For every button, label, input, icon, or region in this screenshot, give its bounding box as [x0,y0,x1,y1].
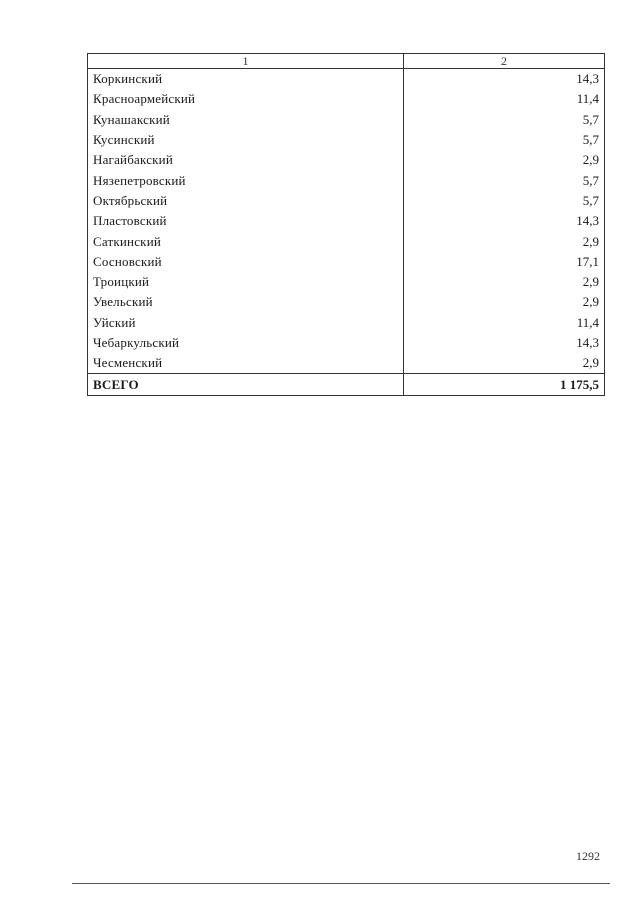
district-value: 2,9 [404,353,605,374]
district-name: Нязепетровский [88,170,404,190]
column-header-2: 2 [404,54,605,69]
district-value: 11,4 [404,89,605,109]
district-name: Уйский [88,313,404,333]
district-value: 2,9 [404,272,605,292]
district-name: Красноармейский [88,89,404,109]
district-value: 14,3 [404,69,605,90]
table-row [88,110,605,130]
table-row [88,150,605,170]
district-name: Саткинский [88,231,404,251]
table-header-row [88,54,605,69]
district-name: Коркинский [88,69,404,90]
table-row [88,313,605,333]
table-row [88,292,605,312]
district-value: 2,9 [404,292,605,312]
table-row [88,191,605,211]
total-value: 1 175,5 [404,374,605,395]
district-value: 5,7 [404,130,605,150]
district-value: 14,3 [404,333,605,353]
table-row [88,69,605,90]
district-name: Октябрьский [88,191,404,211]
page-number: 1292 [576,849,600,863]
district-value: 2,9 [404,231,605,251]
table-row [88,211,605,231]
district-name: Увельский [88,292,404,312]
district-name: Чесменский [88,353,404,374]
district-value: 17,1 [404,252,605,272]
table-row [88,130,605,150]
table-row [88,272,605,292]
district-value: 5,7 [404,110,605,130]
table-row [88,89,605,109]
table-row [88,252,605,272]
district-value: 11,4 [404,313,605,333]
district-name: Троицкий [88,272,404,292]
data-table [87,53,605,396]
district-value: 14,3 [404,211,605,231]
table-row [88,333,605,353]
table-row [88,231,605,251]
district-name: Сосновский [88,252,404,272]
table-row [88,353,605,374]
district-name: Кусинский [88,130,404,150]
district-value: 2,9 [404,150,605,170]
table-row [88,170,605,190]
footer-rule [72,883,610,884]
district-name: Кунашакский [88,110,404,130]
district-name: Нагайбакский [88,150,404,170]
district-value: 5,7 [404,191,605,211]
district-name: Пластовский [88,211,404,231]
district-name: Чебаркульский [88,333,404,353]
district-value: 5,7 [404,170,605,190]
column-header-1: 1 [88,54,404,69]
total-label: ВСЕГО [88,374,404,395]
total-row [88,374,605,395]
